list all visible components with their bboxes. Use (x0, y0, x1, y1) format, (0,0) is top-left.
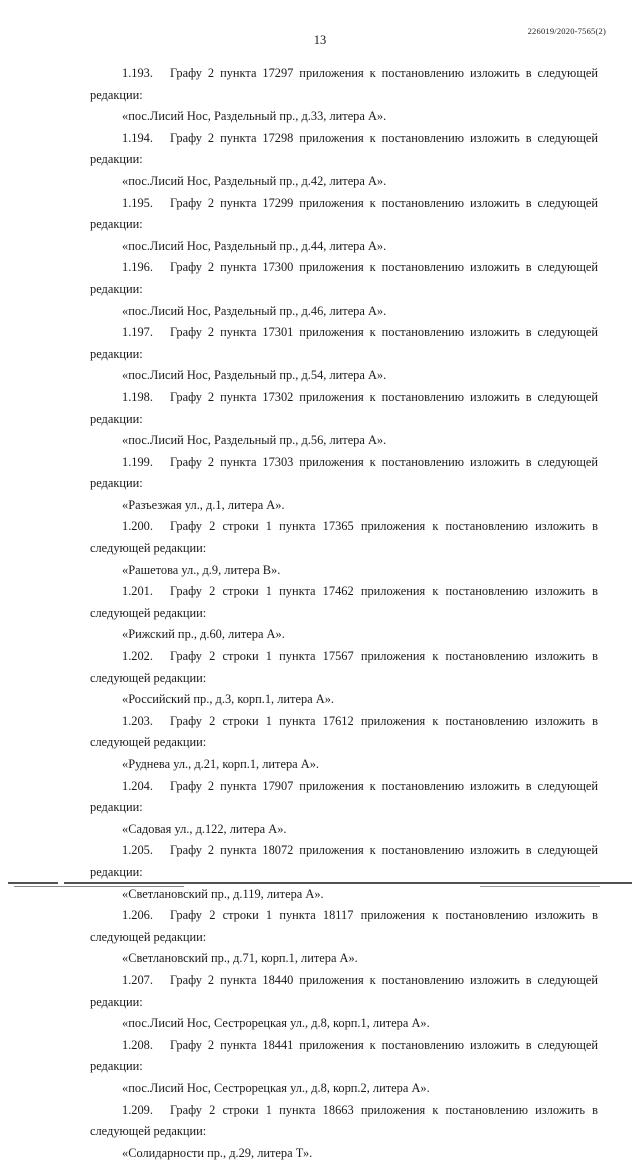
replacement-address: «пос.Лисий Нос, Раздельный пр., д.33, литера А». (90, 106, 598, 128)
amendment-item (90, 63, 598, 128)
amendment-item (90, 581, 598, 646)
replacement-address: «Светлановский пр., д.71, корп.1, литера А». (90, 948, 598, 970)
clause-number: 1.207. (122, 970, 170, 992)
amendment-clause (90, 63, 598, 106)
replacement-address: «пос.Лисий Нос, Раздельный пр., д.46, литера А». (90, 301, 598, 323)
amendment-clause (90, 387, 598, 430)
amendment-item (90, 905, 598, 970)
clause-number: 1.200. (122, 516, 170, 538)
footer-scan-line-right (480, 886, 600, 887)
amendment-item (90, 257, 598, 322)
clause-number: 1.198. (122, 387, 170, 409)
amendment-item (90, 840, 598, 905)
clause-number: 1.199. (122, 452, 170, 474)
amendment-item (90, 128, 598, 193)
amendment-clause (90, 452, 598, 495)
clause-text: Графу 2 пункта 18072 приложения к постановлению изложить в следующей редакции: (90, 843, 598, 879)
clause-number: 1.204. (122, 776, 170, 798)
replacement-address: «Солидарности пр., д.29, литера Т». (90, 1143, 598, 1164)
amendment-clause (90, 322, 598, 365)
replacement-address: «пос.Лисий Нос, Сестрорецкая ул., д.8, корп.2, литера А». (90, 1078, 598, 1100)
replacement-address: «пос.Лисий Нос, Сестрорецкая ул., д.8, корп.1, литера А». (90, 1013, 598, 1035)
replacement-address: «Садовая ул., д.122, литера А». (90, 819, 598, 841)
clause-number: 1.205. (122, 840, 170, 862)
amendment-clause (90, 1035, 598, 1078)
clause-number: 1.195. (122, 193, 170, 215)
amendment-item (90, 646, 598, 711)
clause-text: Графу 2 строки 1 пункта 17567 приложения к постановлению изложить в следующей редакции: (90, 649, 598, 685)
amendment-item (90, 1100, 598, 1164)
clause-number: 1.196. (122, 257, 170, 279)
replacement-address: «Светлановский пр., д.119, литера А». (90, 884, 598, 906)
clause-number: 1.208. (122, 1035, 170, 1057)
amendment-clause (90, 840, 598, 883)
clause-text: Графу 2 пункта 17302 приложения к постановлению изложить в следующей редакции: (90, 390, 598, 426)
clause-number: 1.203. (122, 711, 170, 733)
amendment-clause (90, 711, 598, 754)
clause-text: Графу 2 пункта 18441 приложения к постановлению изложить в следующей редакции: (90, 1038, 598, 1074)
replacement-address: «Руднева ул., д.21, корп.1, литера А». (90, 754, 598, 776)
clause-text: Графу 2 строки 1 пункта 18117 приложения к постановлению изложить в следующей редакции: (90, 908, 598, 944)
amendment-clause (90, 646, 598, 689)
clause-text: Графу 2 строки 1 пункта 18663 приложения к постановлению изложить в следующей редакции: (90, 1103, 598, 1139)
amendment-clause (90, 776, 598, 819)
amendment-item (90, 970, 598, 1035)
footer-scan-line-short (14, 886, 184, 887)
clause-number: 1.194. (122, 128, 170, 150)
replacement-address: «Рижский пр., д.60, литера А». (90, 624, 598, 646)
clause-text: Графу 2 пункта 18440 приложения к постановлению изложить в следующей редакции: (90, 973, 598, 1009)
amendment-item (90, 452, 598, 517)
replacement-address: «Разъезжая ул., д.1, литера А». (90, 495, 598, 517)
clause-number: 1.193. (122, 63, 170, 85)
amendment-clause (90, 193, 598, 236)
clause-number: 1.197. (122, 322, 170, 344)
clause-text: Графу 2 пункта 17301 приложения к постановлению изложить в следующей редакции: (90, 325, 598, 361)
clause-text: Графу 2 пункта 17300 приложения к постановлению изложить в следующей редакции: (90, 260, 598, 296)
amendment-item (90, 387, 598, 452)
clause-text: Графу 2 пункта 17298 приложения к постановлению изложить в следующей редакции: (90, 131, 598, 167)
amendment-clause (90, 1100, 598, 1143)
amendment-clause (90, 128, 598, 171)
clause-text: Графу 2 строки 1 пункта 17612 приложения к постановлению изложить в следующей редакции: (90, 714, 598, 750)
amendment-item (90, 711, 598, 776)
page-number: 13 (0, 33, 640, 48)
amendment-clause (90, 257, 598, 300)
amendment-clause (90, 905, 598, 948)
clause-number: 1.202. (122, 646, 170, 668)
replacement-address: «пос.Лисий Нос, Раздельный пр., д.44, литера А». (90, 236, 598, 258)
replacement-address: «пос.Лисий Нос, Раздельный пр., д.54, литера А». (90, 365, 598, 387)
amendment-item (90, 322, 598, 387)
replacement-address: «пос.Лисий Нос, Раздельный пр., д.42, литера А». (90, 171, 598, 193)
clause-number: 1.209. (122, 1100, 170, 1122)
amendment-item (90, 516, 598, 581)
amendment-clause (90, 970, 598, 1013)
clause-number: 1.201. (122, 581, 170, 603)
document-body (90, 63, 598, 1164)
clause-number: 1.206. (122, 905, 170, 927)
amendment-item (90, 776, 598, 841)
clause-text: Графу 2 пункта 17907 приложения к постановлению изложить в следующей редакции: (90, 779, 598, 815)
clause-text: Графу 2 пункта 17303 приложения к постановлению изложить в следующей редакции: (90, 455, 598, 491)
replacement-address: «Российский пр., д.3, корп.1, литера А». (90, 689, 598, 711)
replacement-address: «пос.Лисий Нос, Раздельный пр., д.56, литера А». (90, 430, 598, 452)
replacement-address: «Рашетова ул., д.9, литера В». (90, 560, 598, 582)
amendment-item (90, 1035, 598, 1100)
clause-text: Графу 2 пункта 17299 приложения к постановлению изложить в следующей редакции: (90, 196, 598, 232)
clause-text: Графу 2 строки 1 пункта 17365 приложения к постановлению изложить в следующей редакции: (90, 519, 598, 555)
amendment-clause (90, 581, 598, 624)
clause-text: Графу 2 строки 1 пункта 17462 приложения к постановлению изложить в следующей редакции: (90, 584, 598, 620)
clause-text: Графу 2 пункта 17297 приложения к постановлению изложить в следующей редакции: (90, 66, 598, 102)
document-reference-number: 226019/2020-7565(2) (528, 26, 606, 36)
amendment-clause (90, 516, 598, 559)
amendment-item (90, 193, 598, 258)
footer-scan-line (8, 882, 632, 884)
